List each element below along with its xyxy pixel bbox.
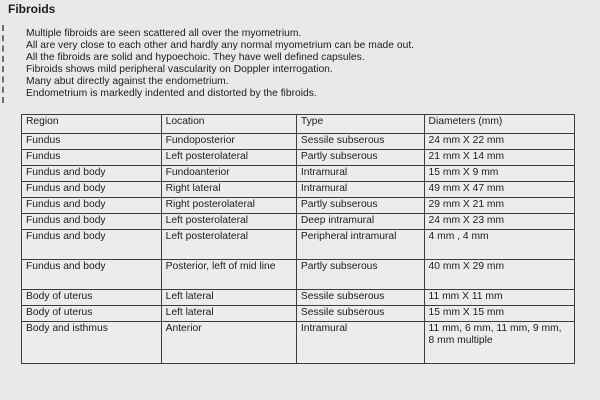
table-row (22, 134, 575, 150)
table-row (22, 306, 575, 322)
cell-region: Body of uterus (22, 306, 162, 322)
fibroid-table (21, 114, 575, 364)
cell-location: Fundoposterior (161, 134, 296, 150)
findings-paragraphs (26, 28, 414, 100)
cell-location: Left posterolateral (161, 150, 296, 166)
cell-location: Left posterolateral (161, 214, 296, 230)
cell-diameters: 40 mm X 29 mm (424, 260, 574, 290)
table-row (22, 230, 575, 260)
cell-location: Left posterolateral (161, 230, 296, 260)
cell-location: Posterior, left of mid line (161, 260, 296, 290)
table-row (22, 214, 575, 230)
table-body (22, 134, 575, 364)
cell-diameters: 49 mm X 47 mm (424, 182, 574, 198)
cell-region: Body and isthmus (22, 322, 162, 364)
cell-type: Intramural (296, 182, 424, 198)
cell-region: Fundus and body (22, 198, 162, 214)
cell-diameters: 21 mm X 14 mm (424, 150, 574, 166)
cell-region: Fundus and body (22, 182, 162, 198)
cell-type: Deep intramural (296, 214, 424, 230)
section-title: Fibroids (8, 2, 56, 16)
cell-location: Fundoanterior (161, 166, 296, 182)
cell-type: Sessile subserous (296, 290, 424, 306)
cell-location: Left lateral (161, 306, 296, 322)
cell-type: Intramural (296, 322, 424, 364)
cell-diameters: 4 mm , 4 mm (424, 230, 574, 260)
header-type: Type (296, 115, 424, 134)
margin-dashes (2, 25, 14, 103)
cell-diameters: 11 mm X 11 mm (424, 290, 574, 306)
finding-line: All the fibroids are solid and hypoechoic. They have well defined capsules. (26, 52, 365, 63)
table-row (22, 198, 575, 214)
cell-region: Fundus and body (22, 166, 162, 182)
cell-region: Fundus (22, 134, 162, 150)
cell-type: Partly subserous (296, 198, 424, 214)
header-diameters: Diameters (mm) (424, 115, 574, 134)
table-header-row (22, 115, 575, 134)
cell-location: Right posterolateral (161, 198, 296, 214)
finding-line: Fibroids shows mild peripheral vascularity on Doppler interrogation. (26, 64, 333, 75)
cell-diameters: 15 mm X 15 mm (424, 306, 574, 322)
table-row (22, 322, 575, 364)
table-row (22, 182, 575, 198)
cell-diameters: 24 mm X 22 mm (424, 134, 574, 150)
finding-line: Many abut directly against the endometrium. (26, 76, 229, 87)
cell-location: Right lateral (161, 182, 296, 198)
table-row (22, 150, 575, 166)
cell-diameters: 24 mm X 23 mm (424, 214, 574, 230)
cell-type: Sessile subserous (296, 306, 424, 322)
cell-type: Intramural (296, 166, 424, 182)
cell-type: Sessile subserous (296, 134, 424, 150)
cell-location: Left lateral (161, 290, 296, 306)
cell-region: Fundus (22, 150, 162, 166)
cell-region: Body of uterus (22, 290, 162, 306)
cell-location: Anterior (161, 322, 296, 364)
finding-line: All are very close to each other and hardly any normal myometrium can be made out. (26, 40, 415, 51)
finding-line: Endometrium is markedly indented and distorted by the fibroids. (26, 88, 317, 99)
cell-type: Partly subserous (296, 150, 424, 166)
cell-region: Fundus and body (22, 260, 162, 290)
cell-type: Peripheral intramural (296, 230, 424, 260)
cell-diameters: 15 mm X 9 mm (424, 166, 574, 182)
table-row (22, 290, 575, 306)
table-row (22, 166, 575, 182)
finding-line: Multiple fibroids are seen scattered all over the myometrium. (26, 28, 302, 39)
table-row (22, 260, 575, 290)
header-location: Location (161, 115, 296, 134)
cell-region: Fundus and body (22, 214, 162, 230)
cell-diameters: 29 mm X 21 mm (424, 198, 574, 214)
cell-diameters: 11 mm, 6 mm, 11 mm, 9 mm, 8 mm multiple (424, 322, 574, 364)
cell-region: Fundus and body (22, 230, 162, 260)
header-region: Region (22, 115, 162, 134)
cell-type: Partly subserous (296, 260, 424, 290)
